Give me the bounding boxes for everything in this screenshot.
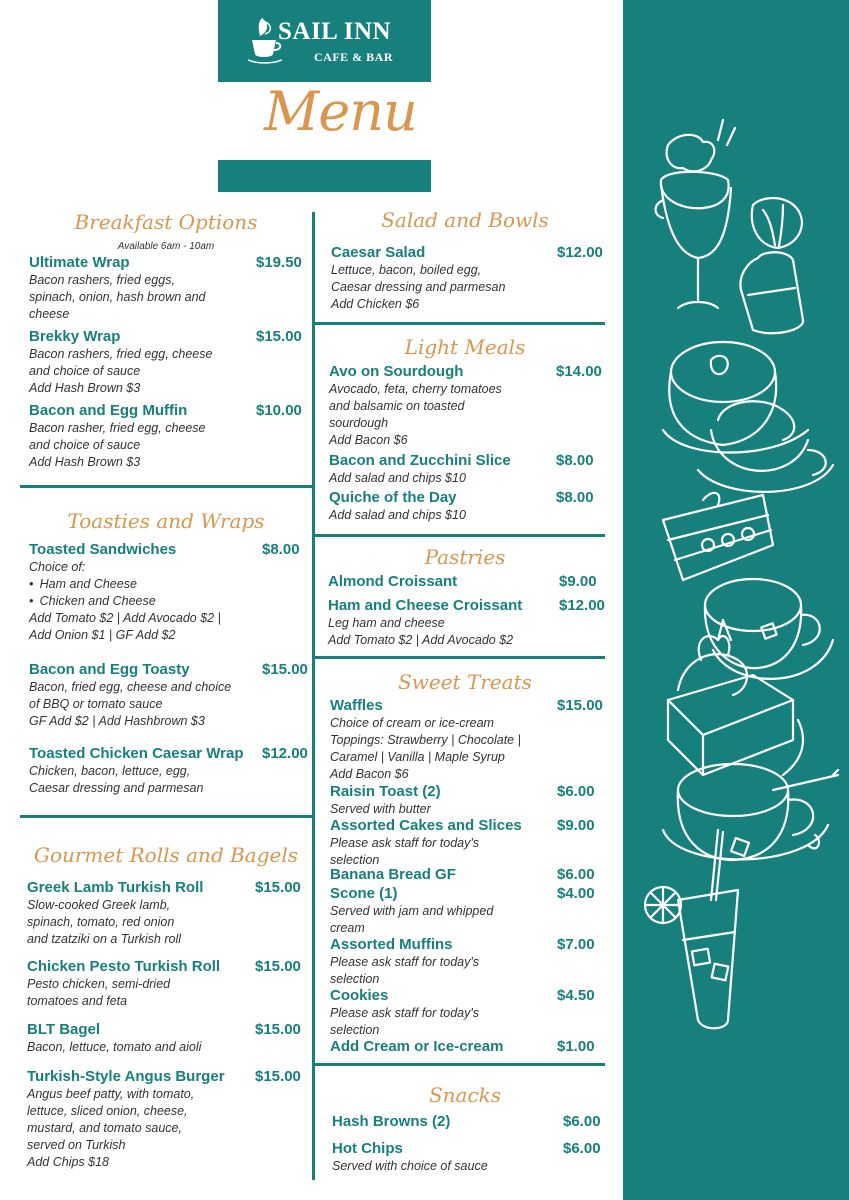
item-price: $14.00 [556, 363, 602, 380]
page-title: Menu [264, 80, 417, 143]
cafe-food-line-art-icon [623, 0, 849, 1200]
menu-item [29, 745, 312, 797]
item-description: Add salad and chips $10 [329, 508, 466, 522]
item-description: Please ask staff for today's [330, 836, 479, 850]
item-description: Caramel | Vanilla | Maple Syrup [330, 750, 505, 764]
item-description: Angus beef patty, with tomato, [27, 1087, 195, 1101]
item-description: • Chicken and Cheese [29, 594, 156, 608]
item-price: $6.00 [557, 783, 595, 800]
breakfast-hours-note: Available 6am - 10am [117, 241, 215, 252]
item-description: Add Hash Brown $3 [29, 455, 141, 469]
item-description: spinach, tomato, red onion [27, 915, 175, 929]
item-price: $15.00 [255, 879, 301, 896]
item-description: served on Turkish [27, 1138, 126, 1152]
item-name: Chicken Pesto Turkish Roll [27, 958, 221, 975]
divider [20, 815, 312, 818]
item-description: • Ham and Cheese [29, 577, 137, 591]
menu-item [332, 1113, 613, 1131]
item-price: $8.00 [556, 489, 594, 506]
item-description: Chicken, bacon, lettuce, egg, [29, 764, 191, 778]
item-description: selection [330, 1023, 380, 1037]
item-price: $8.00 [556, 452, 594, 469]
menu-item [332, 1140, 613, 1175]
section-title-light: Light Meals [404, 335, 526, 359]
item-price: $9.00 [559, 573, 597, 590]
item-name: Bacon and Egg Toasty [29, 661, 190, 678]
item-description: Add Tomato $2 | Add Avocado $2 | [29, 611, 221, 625]
section-title-toasties: Toasties and Wraps [67, 509, 265, 533]
item-price: $6.00 [563, 1113, 601, 1130]
brand-subtitle: CAFE & BAR [314, 50, 393, 64]
item-description: of BBQ or tomato sauce [29, 697, 163, 711]
item-description: Served with jam and whipped [330, 904, 494, 918]
item-description: Add Hash Brown $3 [29, 381, 141, 395]
menu-item [330, 1038, 607, 1056]
item-description: selection [330, 853, 380, 867]
item-price: $9.00 [557, 817, 595, 834]
menu-item [330, 817, 607, 869]
item-name: Greek Lamb Turkish Roll [27, 879, 204, 896]
item-price: $7.00 [557, 936, 595, 953]
section-title-sweet: Sweet Treats [398, 670, 532, 694]
item-description: cream [330, 921, 365, 935]
item-description: Bacon rasher, fried egg, cheese [29, 421, 206, 435]
item-description: Add Bacon $6 [329, 433, 408, 447]
item-description: Bacon rashers, fried egg, cheese [29, 347, 213, 361]
divider [20, 485, 312, 488]
item-name: Hash Browns (2) [332, 1113, 451, 1130]
item-name: Turkish-Style Angus Burger [27, 1068, 225, 1085]
item-name: Quiche of the Day [329, 489, 457, 506]
item-price: $10.00 [256, 402, 302, 419]
item-description: Bacon rashers, fried eggs, [29, 273, 175, 287]
item-price: $8.00 [262, 541, 300, 558]
divider [313, 1063, 605, 1066]
item-price: $1.00 [557, 1038, 595, 1055]
divider [313, 322, 605, 325]
item-description: Caesar dressing and parmesan [29, 781, 204, 795]
item-description: and choice of sauce [29, 364, 141, 378]
item-description: Add Bacon $6 [330, 767, 409, 781]
item-price: $15.00 [262, 661, 308, 678]
item-description: Add Chips $18 [27, 1155, 110, 1169]
item-price: $15.00 [256, 328, 302, 345]
menu-item [330, 936, 607, 988]
item-description: selection [330, 972, 380, 986]
item-description: and balsamic on toasted [329, 399, 465, 413]
item-description: Pesto chicken, semi-dried [27, 977, 171, 991]
item-name: Raisin Toast (2) [330, 783, 441, 800]
item-description: Choice of cream or ice-cream [330, 716, 494, 730]
item-description: Bacon, fried egg, cheese and choice [29, 680, 232, 694]
item-name: Almond Croissant [328, 573, 458, 590]
item-name: Assorted Cakes and Slices [330, 817, 522, 834]
item-name: Brekky Wrap [29, 328, 121, 345]
item-price: $12.00 [557, 244, 603, 261]
item-name: Hot Chips [332, 1140, 403, 1157]
menu-item [330, 783, 607, 818]
item-name: Bacon and Egg Muffin [29, 402, 188, 419]
item-description: Add Tomato $2 | Add Avocado $2 [328, 633, 514, 647]
item-name: Bacon and Zucchini Slice [329, 452, 511, 469]
item-name: Avo on Sourdough [329, 363, 464, 380]
menu-item [29, 254, 306, 323]
menu-item [29, 328, 306, 397]
section-title-breakfast: Breakfast Options [74, 210, 258, 234]
item-description: spinach, onion, hash brown and [29, 290, 206, 304]
item-name: Ham and Cheese Croissant [328, 597, 523, 614]
item-name: Toasted Chicken Caesar Wrap [29, 745, 244, 762]
section-title-pastries: Pastries [424, 545, 506, 569]
item-description: Leg ham and cheese [328, 616, 445, 630]
item-price: $15.00 [255, 958, 301, 975]
item-description: tomatoes and feta [27, 994, 128, 1008]
menu-item [330, 697, 607, 783]
item-description: cheese [29, 307, 70, 321]
item-description: Served with butter [330, 802, 431, 816]
section-title-snacks: Snacks [428, 1083, 502, 1107]
item-price: $15.00 [255, 1021, 301, 1038]
item-description: Avocado, feta, cherry tomatoes [329, 382, 502, 396]
item-description: Caesar dressing and parmesan [331, 280, 506, 294]
section-title-gourmet: Gourmet Rolls and Bagels [33, 843, 299, 867]
item-name: Banana Bread GF [330, 866, 456, 883]
item-price: $12.00 [262, 745, 308, 762]
menu-item [330, 866, 607, 884]
item-name: Add Cream or Ice-cream [330, 1038, 504, 1055]
menu-item [331, 244, 607, 313]
item-description: mustard, and tomato sauce, [27, 1121, 182, 1135]
item-name: Toasted Sandwiches [29, 541, 177, 558]
item-description: Slow-cooked Greek lamb, [27, 898, 171, 912]
logo [218, 0, 431, 82]
item-price: $19.50 [256, 254, 302, 271]
item-name: Assorted Muffins [330, 936, 453, 953]
menu-item [29, 402, 306, 471]
title-bar [218, 160, 431, 192]
menu-item [29, 661, 312, 730]
menu-item [27, 1068, 305, 1171]
menu-item [27, 1021, 305, 1056]
menu-item [27, 958, 305, 1010]
item-description: Lettuce, bacon, boiled egg, [331, 263, 482, 277]
menu-item [328, 597, 609, 649]
menu-item [329, 452, 606, 487]
item-description: Add Onion $1 | GF Add $2 [29, 628, 176, 642]
item-price: $4.00 [557, 885, 595, 902]
item-name: Scone (1) [330, 885, 398, 902]
item-description: Please ask staff for today's [330, 1006, 479, 1020]
item-description: Add salad and chips $10 [329, 471, 466, 485]
item-description: Bacon, lettuce, tomato and aioli [27, 1040, 202, 1054]
menu-item [328, 573, 609, 591]
section-title-salad: Salad and Bowls [381, 208, 549, 232]
item-description: Add Chicken $6 [331, 297, 420, 311]
menu-item [27, 879, 305, 948]
item-name: BLT Bagel [27, 1021, 101, 1038]
menu-item [330, 885, 607, 937]
item-name: Ultimate Wrap [29, 254, 130, 271]
item-name: Waffles [330, 697, 383, 714]
item-description: Choice of: [29, 560, 86, 574]
divider [313, 534, 605, 537]
item-name: Cookies [330, 987, 389, 1004]
item-description: sourdough [329, 416, 389, 430]
brand-name: SAIL INN [278, 18, 392, 45]
item-price: $4.50 [557, 987, 595, 1004]
menu-item [29, 541, 312, 644]
item-description: lettuce, sliced onion, cheese, [27, 1104, 188, 1118]
item-price: $6.00 [557, 866, 595, 883]
item-price: $12.00 [559, 597, 605, 614]
item-price: $15.00 [557, 697, 603, 714]
item-price: $6.00 [563, 1140, 601, 1157]
item-name: Caesar Salad [331, 244, 426, 261]
coffee-cup-logo-icon [248, 14, 282, 64]
illustration-panel [623, 0, 849, 1200]
menu-item [329, 363, 606, 449]
item-description: Toppings: Strawberry | Chocolate | [330, 733, 521, 747]
item-price: $15.00 [255, 1068, 301, 1085]
menu-item [329, 489, 606, 524]
menu-item [330, 987, 607, 1039]
divider [313, 656, 605, 659]
item-description: Please ask staff for today's [330, 955, 479, 969]
item-description: and choice of sauce [29, 438, 141, 452]
item-description: Served with choice of sauce [332, 1159, 488, 1173]
item-description: GF Add $2 | Add Hashbrown $3 [29, 714, 205, 728]
item-description: and tzatziki on a Turkish roll [27, 932, 181, 946]
